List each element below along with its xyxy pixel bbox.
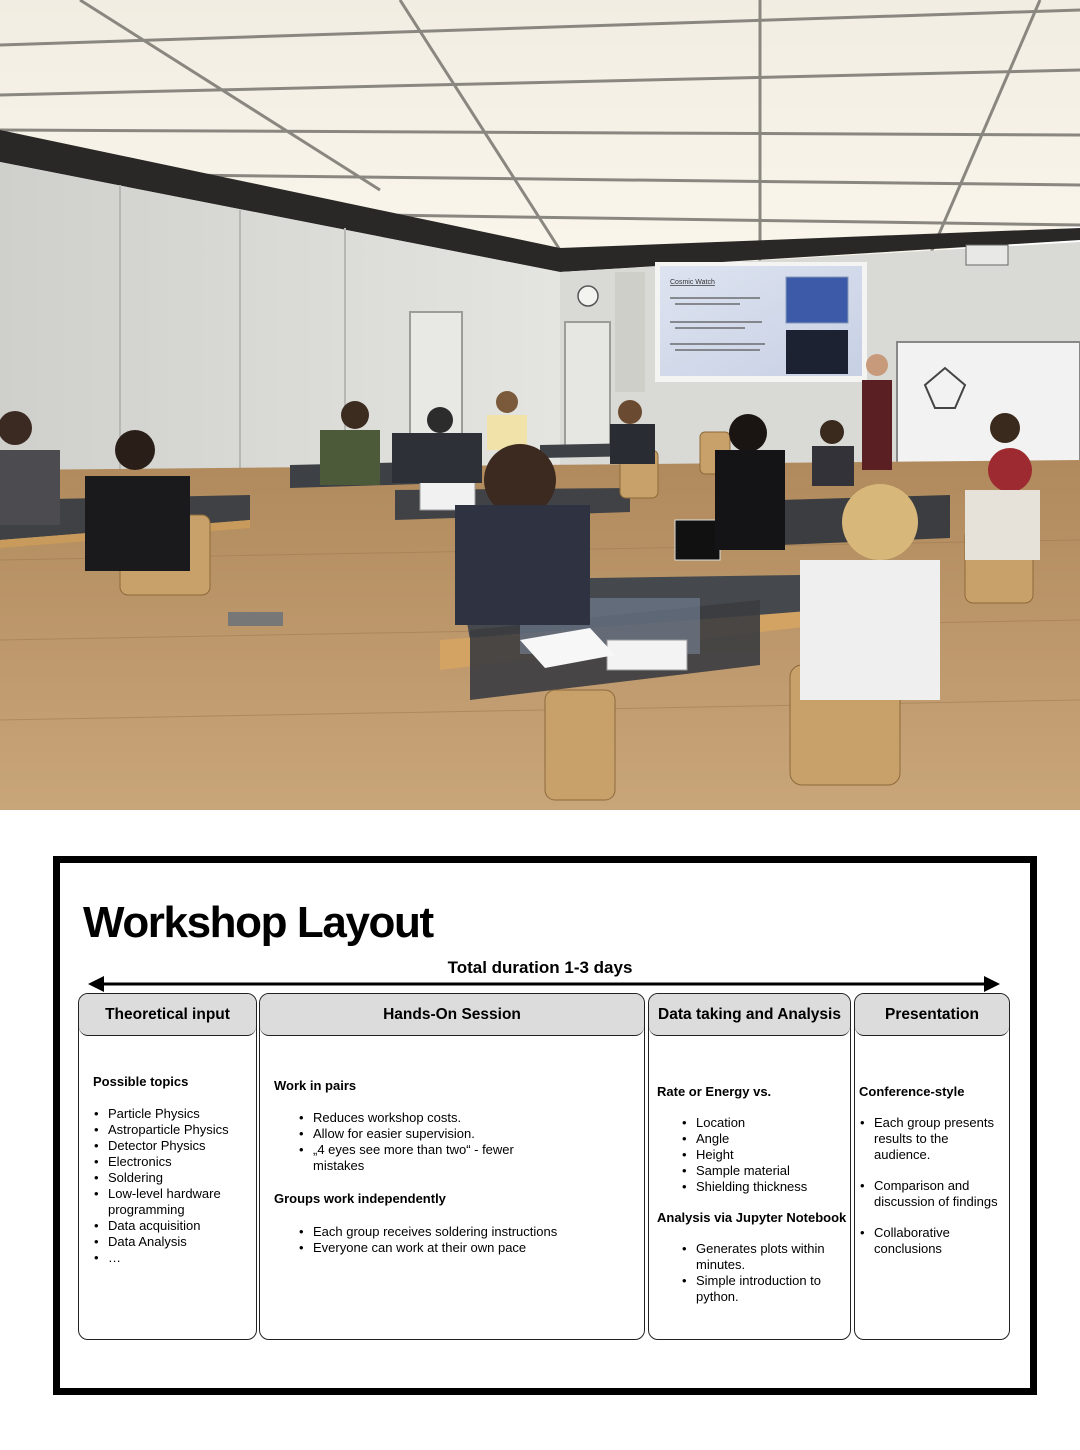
group-heading: Rate or Energy vs. (657, 1084, 772, 1099)
group-heading: Analysis via Jupyter Notebook (657, 1210, 847, 1225)
list-item: • Height (681, 1147, 850, 1163)
slide-title: Cosmic Watch (670, 279, 715, 286)
slide-image-device (786, 330, 848, 374)
list-item: • Shielding thickness (681, 1179, 850, 1195)
list-item: • Angle (681, 1131, 850, 1147)
clock-icon (578, 286, 598, 306)
list-item: • Data Analysis (93, 1234, 256, 1250)
group-list (298, 1110, 644, 1174)
whiteboard (897, 342, 1080, 467)
list-item: • „4 eyes see more than two“ - fewer mistakes (298, 1142, 543, 1174)
back-door (565, 322, 610, 447)
diagram-title: Workshop Layout (83, 898, 433, 947)
presentation-heading: Conference-style (859, 1084, 965, 1099)
list-item: • Allow for easier supervision. (298, 1126, 644, 1142)
phase-theoretical-input (78, 993, 257, 1340)
list-item: • Everyone can work at their own pace (298, 1240, 644, 1256)
list-item: • Each group receives soldering instructions (298, 1224, 644, 1240)
list-item: • Soldering (93, 1170, 256, 1186)
list-item: • Location (681, 1115, 850, 1131)
group-heading: Groups work independently (274, 1191, 446, 1206)
list-item: • Astroparticle Physics (93, 1122, 256, 1138)
phase-header: Presentation (855, 994, 1009, 1036)
phase-header: Hands-On Session (260, 994, 644, 1036)
phase-header: Data taking and Analysis (649, 994, 850, 1036)
list-item: • Particle Physics (93, 1106, 256, 1122)
group-list (298, 1224, 644, 1256)
phase-presentation (854, 993, 1010, 1340)
list-item: • Detector Physics (93, 1138, 256, 1154)
group-heading: Work in pairs (274, 1078, 357, 1093)
list-item: • Electronics (93, 1154, 256, 1170)
double-arrow-icon (88, 975, 1000, 993)
list-item: • Reduces workshop costs. (298, 1110, 644, 1126)
topics-heading: Possible topics (93, 1074, 189, 1089)
presentation-list (859, 1115, 999, 1257)
floor-outlet (228, 612, 283, 626)
group-list (681, 1115, 850, 1195)
blinds (615, 272, 645, 392)
duration-label: Total duration 1-3 days (447, 958, 633, 977)
list-item: • … (93, 1250, 256, 1266)
list-item: • Collaborative conclusions (859, 1225, 999, 1257)
phase-header: Theoretical input (79, 994, 256, 1036)
phase-hands-on-session (259, 993, 645, 1340)
slide-image-box (786, 277, 848, 323)
list-item: • Data acquisition (93, 1218, 256, 1234)
list-item: • Sample material (681, 1163, 850, 1179)
list-item: • Simple introduction to python. (681, 1273, 829, 1305)
list-item: • Comparison and discussion of findings (859, 1178, 999, 1210)
list-item: • Each group presents results to the audience. (859, 1115, 999, 1163)
group-list (681, 1241, 829, 1305)
topics-list (93, 1106, 256, 1266)
phase-data-taking-and-analysis (648, 993, 851, 1340)
list-item: • Low-level hardware programming (93, 1186, 256, 1218)
projector (966, 245, 1008, 265)
list-item: • Generates plots within minutes. (681, 1241, 829, 1273)
